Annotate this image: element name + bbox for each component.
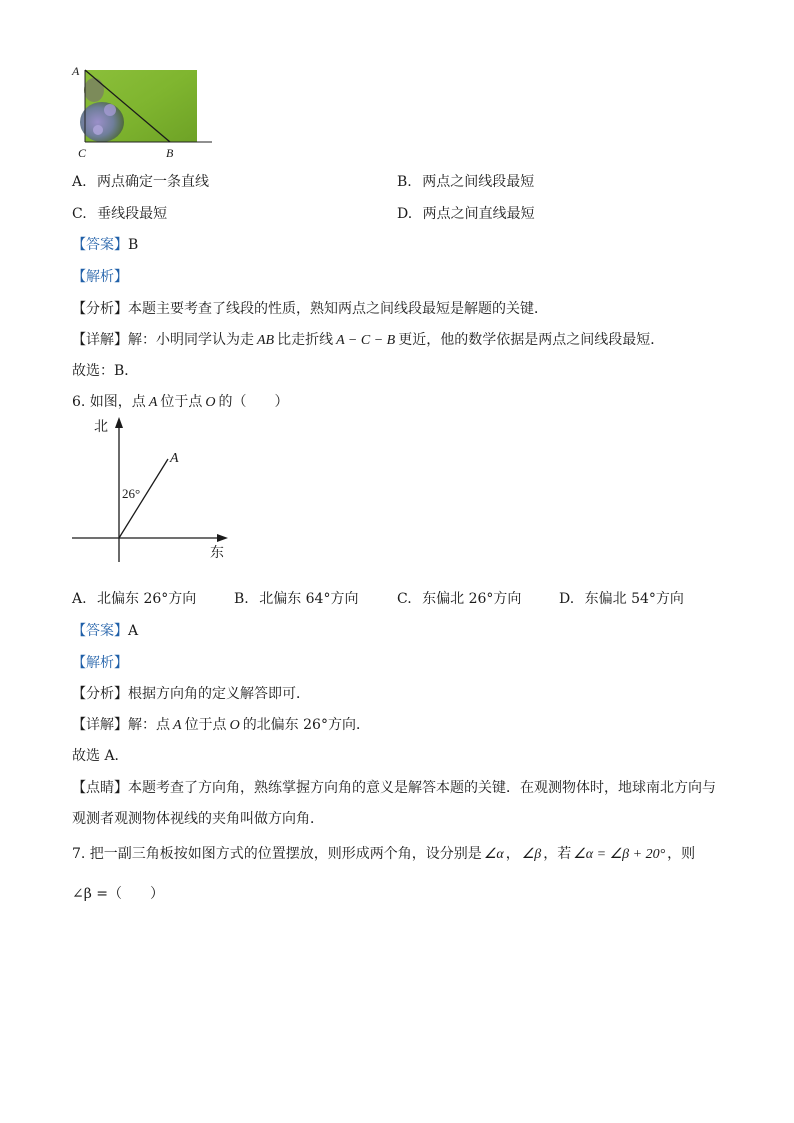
q6-dianjing-cont: 观测者观测物体视线的夹角叫做方向角． [72, 811, 324, 827]
option-letter: B. [234, 591, 249, 607]
q6-fenxi: 【分析】根据方向角的定义解答即可． [72, 686, 310, 702]
q5-analysis-heading: 【解析】 [72, 269, 128, 285]
dianjing-text: 本题考查了方向角，熟练掌握方向角的意义是解答本题的关键．在观测物体时，地球南北方向与 [128, 780, 716, 796]
q5-xiangjie: 【详解】解：小明同学认为走 AB 比走折线 A − C − B 更近，他的数学依据是两点之间线段最短． [72, 332, 665, 348]
q6-option-d [559, 588, 684, 608]
point-a: A [173, 718, 182, 733]
q6-option-a [72, 588, 196, 608]
xiangjie-text: 的北偏东 26°方向． [242, 717, 370, 733]
angle-alpha: ∠α [483, 847, 504, 862]
stem-text: 的（ ） [218, 394, 289, 410]
analysis-tag: 解析 [86, 269, 114, 285]
dianjing-tag: 点睛 [86, 780, 114, 796]
q5-choose: 故选：B． [72, 363, 139, 379]
option-letter: A. [72, 591, 87, 607]
stem-text: 7. 把一副三角板按如图方式的位置摆放，则形成两个角，设分别是 [72, 846, 482, 862]
q5-option-c [72, 203, 167, 223]
q6-choose: 故选 A． [72, 748, 129, 764]
option-letter: C. [72, 206, 87, 222]
q5-option-d [397, 203, 535, 223]
fenxi-text: 本题主要考查了线段的性质，熟知两点之间线段最短是解题的关键． [128, 301, 548, 317]
option-text: 北偏东 26°方向 [97, 591, 197, 607]
option-text: 北偏东 64°方向 [259, 591, 359, 607]
figure-label-b: B [166, 146, 174, 160]
option-letter: A. [72, 174, 87, 190]
q6-stem [72, 391, 289, 411]
option-letter: C. [397, 591, 412, 607]
segment-ab: AB [257, 333, 275, 348]
stem-text: 6. 如图，点 [72, 394, 146, 410]
q5-answer: 【答案】B [72, 237, 139, 253]
xiangjie-tag: 详解 [86, 332, 114, 348]
xiangjie-text: 解：点 [128, 717, 170, 733]
xiangjie-tag: 详解 [86, 717, 114, 733]
q6-dianjing: 【点睛】本题考查了方向角，熟练掌握方向角的意义是解答本题的关键．在观测物体时，地球南北方向与 [72, 780, 716, 796]
point-o: O [229, 718, 240, 733]
point-a: A [148, 395, 158, 410]
option-letter: D. [397, 206, 413, 222]
option-letter: B. [397, 174, 412, 190]
angle-condition: ∠α = ∠β + 20° [573, 847, 666, 862]
q7-stem-line1 [72, 843, 695, 863]
answer-value: B [128, 237, 139, 253]
xiangjie-text: 比走折线 [277, 332, 334, 348]
option-text: 两点之间直线最短 [422, 206, 535, 222]
q5-option-a [72, 171, 209, 191]
option-text: 两点之间线段最短 [422, 174, 535, 190]
figure-q5 [70, 60, 220, 165]
lawn-photo-figure [70, 60, 220, 165]
stem-text: ，若 [543, 846, 572, 862]
analysis-tag: 解析 [86, 655, 114, 671]
xiangjie-text: 位于点 [184, 717, 227, 733]
option-text: 两点确定一条直线 [97, 174, 210, 190]
option-text: 东偏北 54°方向 [584, 591, 684, 607]
stem-text: 位于点 [160, 394, 203, 410]
option-letter: D. [559, 591, 575, 607]
answer-tag: 答案 [86, 623, 114, 639]
option-text: 东偏北 26°方向 [422, 591, 522, 607]
xiangjie-text: 更近，他的数学依据是两点之间线段最短． [398, 332, 665, 348]
angle-label: 26° [122, 486, 141, 501]
east-label: 东 [210, 545, 224, 561]
point-o: O [205, 395, 216, 410]
q6-option-c [397, 588, 521, 608]
q5-option-b [397, 171, 534, 191]
fenxi-tag: 分析 [86, 686, 114, 702]
q6-analysis-heading: 【解析】 [72, 655, 128, 671]
q7-stem-line2: ∠β =（ ） [72, 886, 165, 902]
xiangjie-text: 解：小明同学认为走 [128, 332, 254, 348]
stem-text: ，则 [667, 846, 696, 862]
q6-xiangjie: 【详解】解：点 A 位于点 O 的北偏东 26°方向． [72, 717, 370, 733]
point-a-label: A [170, 451, 179, 466]
angle-beta: ∠β [521, 847, 542, 862]
fenxi-tag: 分析 [86, 301, 114, 317]
north-label: 北 [94, 419, 108, 435]
figure-label-a: A [72, 64, 80, 78]
answer-value: A [128, 623, 139, 639]
fenxi-text: 根据方向角的定义解答即可． [128, 686, 310, 702]
answer-tag: 答案 [86, 237, 114, 253]
option-text: 垂线段最短 [97, 206, 168, 222]
figure-label-c: C [78, 146, 87, 160]
polyline-acb: A − C − B [336, 333, 396, 348]
stem-text: ， [505, 846, 520, 862]
figure-q6 [70, 414, 240, 564]
q6-option-b [234, 588, 358, 608]
q5-fenxi: 【分析】本题主要考查了线段的性质，熟知两点之间线段最短是解题的关键． [72, 301, 548, 317]
q6-answer: 【答案】A [72, 623, 139, 639]
